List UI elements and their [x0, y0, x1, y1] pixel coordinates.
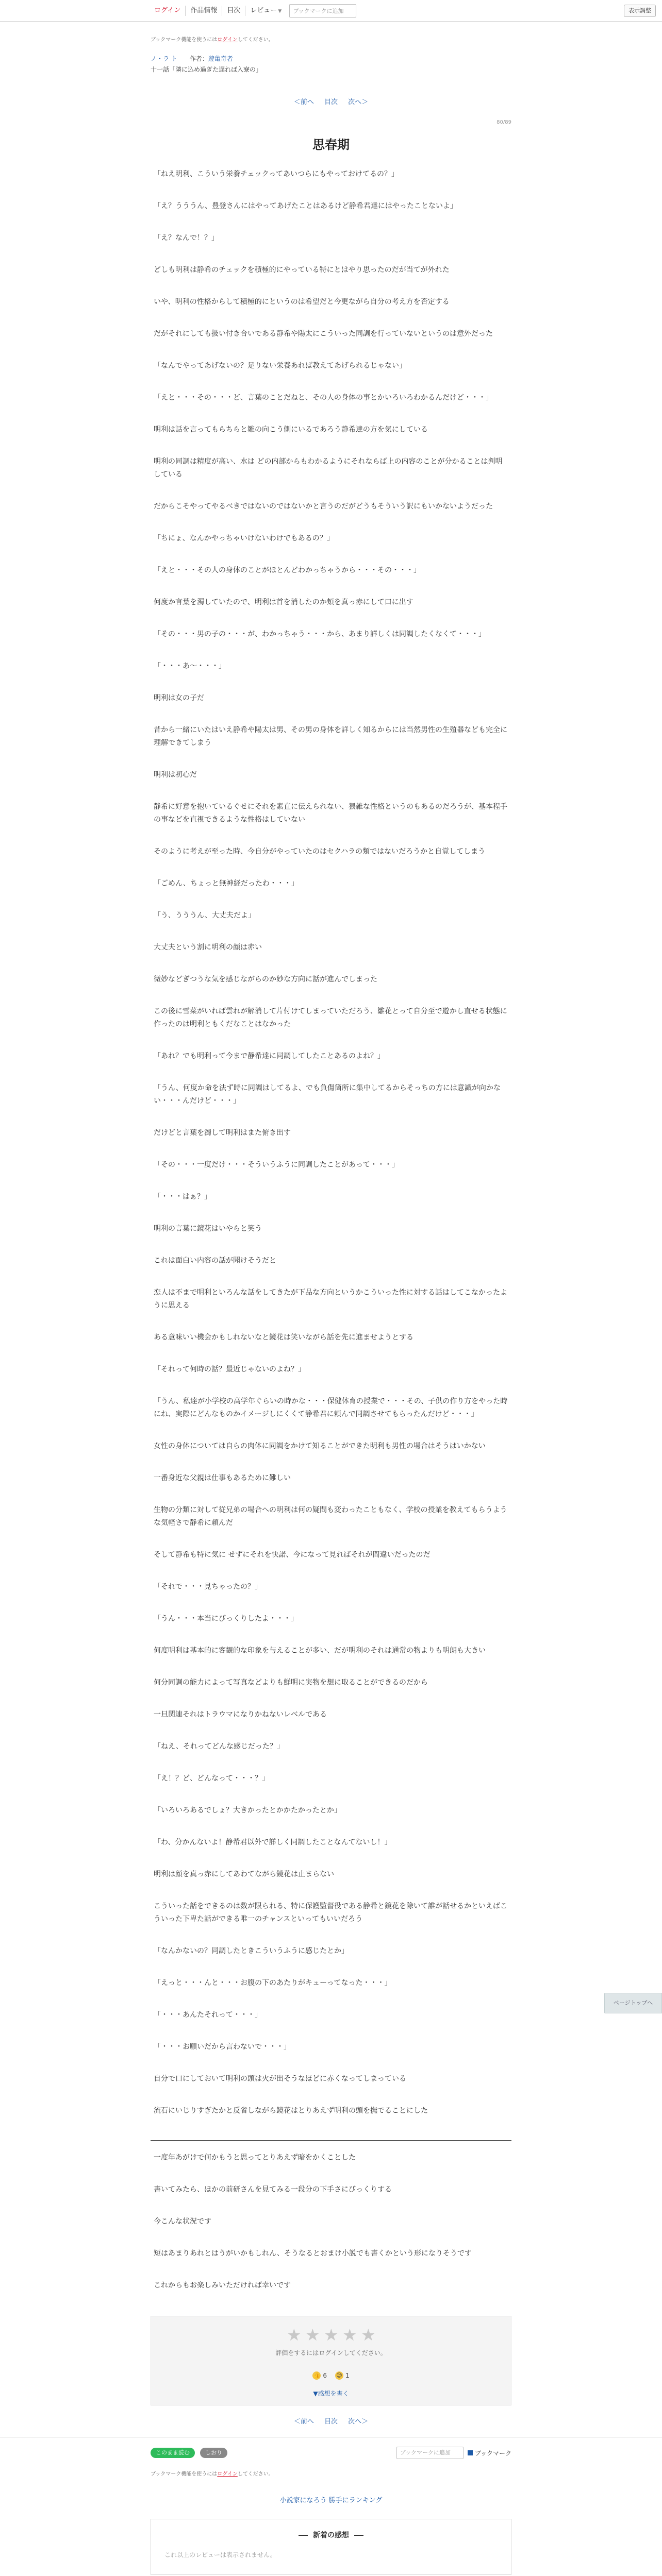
paragraph-gap — [151, 1753, 511, 1772]
episode-number: 80/89 — [496, 120, 511, 125]
review-title — [164, 2530, 498, 2540]
body-paragraph: 「ねえ、それってどんな感じだった？」 — [154, 1742, 284, 1751]
paragraph-gap — [151, 245, 511, 264]
paragraph-gap — [151, 2164, 511, 2183]
paragraph-gap — [151, 609, 511, 628]
author-prefix: 作者： — [189, 55, 208, 62]
paragraph-gap — [151, 2228, 511, 2247]
footer-right-actions — [396, 2447, 511, 2459]
body-paragraph: 「うん、私達が小学校の高学年ぐらいの時かな・・・保健体育の授業で・・・その、子供の作り方をやった時にね、実際にどんなものかイメージしにくくて静希君に頼んで同調させてもらったんだけど・・・」 — [154, 1397, 508, 1418]
body-paragraph: だけどと言葉を濁して明利はまた俯き出す — [154, 1129, 291, 1137]
body-paragraph: いや、明利の性格からして積極的にというのは希望だと今更ながら自分の考え方を否定する — [154, 298, 450, 306]
paragraph-gap — [151, 1562, 511, 1581]
thumbs-up-icon: 👍 — [313, 2372, 321, 2379]
series-info — [151, 54, 511, 63]
body-paragraph: 昔から一緒にいたはいえ静希や陽太は男、その男の身体を詳しく知るからには当然男性の生殖器なども完全に理解できてしまう — [154, 726, 507, 747]
prev-link[interactable]: ＜前へ — [293, 2418, 314, 2426]
paragraph-gap — [151, 1594, 511, 1613]
review-title-text: 新着の感想 — [313, 2531, 349, 2539]
paragraph-gap — [151, 1108, 511, 1127]
author-link[interactable]: 遊亀奇者 — [208, 55, 233, 62]
nav-review-label: レビュー — [250, 6, 277, 14]
body-paragraph: 「それって何時の話？最近じゃないのよね？」 — [154, 1365, 305, 1374]
review-box — [151, 2519, 511, 2575]
body-paragraph: 明利の同調は精度が高い、水は どの内部からもわかるようにそれならば上の内容のことが分かることは判明している — [154, 457, 503, 479]
afterword-paragraph: 今こんな状況です — [154, 2217, 211, 2226]
paragraph-gap — [151, 1958, 511, 1977]
body-paragraph: 明利は話を言ってもらちらと雛の向こう側にいるであろう静希達の方を気にしている — [154, 426, 428, 434]
body-paragraph: 「う、うううん、大丈夫だよ」 — [154, 911, 255, 920]
paragraph-gap — [151, 1376, 511, 1395]
paragraph-gap — [151, 1453, 511, 1472]
nav-review-link[interactable] — [245, 6, 286, 16]
nav-login-link[interactable]: ログイン — [150, 6, 186, 16]
body-paragraph: 流石にいじりすぎたかと反省しながら鏡花はとりあえず明利の頭を撫でることにした — [154, 2107, 428, 2115]
body-paragraph: 「えと・・・その人の身体のことがほとんどわかっちゃうから・・・その・・・」 — [154, 566, 421, 574]
bookmark-add-button[interactable] — [468, 2449, 511, 2458]
body-paragraph: 女性の身体については自らの肉体に同調をかけて知ることができた明利も男性の場合はそうはいかない — [154, 1442, 486, 1450]
body-paragraph: 「なんでやってあげないの？足りない栄養あれば教えてあげられるじゃない」 — [154, 362, 406, 370]
paragraph-gap — [151, 705, 511, 724]
paragraph-gap — [151, 181, 511, 200]
body-paragraph: そのように考えが至った時、今自分がやっていたのはセクハラの類ではないだろうかと自覚してしまう — [154, 848, 486, 856]
paragraph-gap — [151, 2054, 511, 2073]
paragraph-gap — [151, 1485, 511, 1504]
page-top-button[interactable]: ページトップへ — [604, 1993, 662, 2013]
paragraph-gap — [151, 1172, 511, 1191]
next-link[interactable]: 次へ＞ — [348, 2418, 369, 2426]
reaction-count: 6 — [323, 2372, 327, 2379]
reactions — [151, 2371, 511, 2380]
chevron-down-icon: ▼ — [278, 8, 282, 14]
paragraph-gap — [151, 1926, 511, 1945]
body-paragraph: だがそれにしても扱い付き合いである静希や陽太にこういった同調を行っていないというのは意外だった — [154, 330, 493, 338]
paragraph-gap — [151, 372, 511, 392]
paragraph-gap — [151, 1881, 511, 1900]
body-paragraph: 一旦関連それはトラウマになりかねないレベルである — [154, 1710, 327, 1719]
footer-left-actions — [151, 2448, 227, 2458]
star-icon[interactable]: ★ — [324, 2325, 339, 2345]
notice-text-after: してください。 — [237, 37, 274, 43]
notice-login-link[interactable]: ログイン — [217, 37, 238, 43]
body-paragraph: 「ねえ明利、こういう栄養チェックってあいつらにもやっておけてるの？」 — [154, 170, 399, 178]
title-dash — [299, 2535, 308, 2536]
body-paragraph: 明利は初心だ — [154, 771, 197, 779]
paragraph-gap — [151, 1140, 511, 1159]
body-paragraph: 「その・・・男の子の・・・が、わかっちゃう・・・から、あまり詳しくは同調したくなくて・・・」 — [154, 630, 486, 638]
paragraph-gap — [151, 1312, 511, 1331]
body-paragraph: ある意味いい機会かもしれないなと鏡花は笑いながら話を先に進ませようとする — [154, 1333, 413, 1342]
series-link[interactable]: ノ・ラ ト — [151, 55, 177, 62]
body-paragraph: 「え！？ど、どんなって・・・？」 — [154, 1774, 269, 1783]
afterword-paragraph: これからもお楽しみいただければ幸いです — [154, 2281, 291, 2290]
paragraph-gap — [151, 2196, 511, 2215]
body-paragraph: 静希に好意を抱いているぐせにそれを素直に伝えられない、猥雑な性格というのもあるのだろうが、基本程手の事などを直視できるような性格はしていない — [154, 803, 507, 824]
paragraph-gap — [151, 1235, 511, 1255]
main-content — [151, 35, 511, 2426]
bookmark-icon — [468, 2450, 473, 2455]
prev-link[interactable]: ＜前へ — [293, 98, 314, 106]
paragraph-gap — [151, 1063, 511, 1082]
bookmark-chip-button[interactable]: しおり — [200, 2448, 227, 2458]
body-paragraph: 「それで・・・見ちゃったの？」 — [154, 1583, 262, 1591]
paragraph-gap — [151, 1785, 511, 1804]
paragraph-gap — [151, 436, 511, 455]
paragraph-gap — [151, 2022, 511, 2041]
body-paragraph: 何度明利は基本的に客観的な印象を与えることが多い、だが明利のそれは通常の物よりも明朗も大きい — [154, 1647, 486, 1655]
display-settings-button[interactable]: 表示調整 — [624, 5, 656, 17]
continue-reading-button[interactable]: このまま読む — [151, 2448, 195, 2458]
toc-link[interactable]: 目次 — [324, 98, 338, 106]
paragraph-gap — [151, 826, 511, 845]
write-impression-link[interactable]: ▼感想を書く — [313, 2390, 349, 2397]
paragraph-gap — [151, 1421, 511, 1440]
bookmark-add-input[interactable]: ブックマークに追加 — [289, 4, 356, 18]
paragraph-gap — [151, 277, 511, 296]
bottom-pager — [151, 2416, 511, 2426]
bookmark-login-notice-bottom — [151, 2469, 511, 2477]
body-paragraph: 「え？なんで！？」 — [154, 234, 219, 242]
notice-text: ブックマーク機能を使うには — [151, 2471, 218, 2477]
paragraph-gap — [151, 954, 511, 973]
body-paragraph: 微妙などぎつうな気を感じながらのか妙な方向に話が進んでしまった — [154, 975, 377, 984]
body-paragraph: 明利の言葉に鏡花はいやらと笑う — [154, 1225, 262, 1233]
footer-action-row — [151, 2447, 511, 2459]
top-pager — [151, 96, 511, 106]
paragraph-gap — [151, 1657, 511, 1676]
body-paragraph: 「いろいろあるでしょ？大きかったとかかたかったとか」 — [154, 1806, 341, 1815]
afterword — [151, 2140, 511, 2292]
paragraph-gap — [151, 2086, 511, 2105]
star-icon[interactable]: ★ — [305, 2325, 320, 2345]
episode-title: 思春期 — [312, 138, 350, 152]
paragraph-gap — [151, 513, 511, 532]
nav-novel-info-link[interactable]: 作品情報 — [186, 6, 222, 16]
body-paragraph: 「・・・はぁ？」 — [154, 1193, 211, 1201]
paragraph-gap — [151, 1344, 511, 1363]
paragraph-gap — [151, 1689, 511, 1708]
reaction-thumbs[interactable] — [312, 2371, 327, 2380]
body-paragraph: どしも明利は静希のチェックを積極的にやっている特にとはやり思ったのだが当てが外れた — [154, 266, 450, 274]
footer-area — [0, 2437, 662, 2576]
paragraph-gap — [151, 673, 511, 692]
paragraph-gap — [151, 641, 511, 660]
paragraph-gap — [151, 986, 511, 1005]
body-paragraph: こういった話をできるのは数が限られる、特に保護監督役である静希と鏡花を除いて誰が話せるかといえばこういった下卑た話ができる唯一のチャンスといってもいいだろう — [154, 1902, 507, 1923]
reaction-count: 1 — [345, 2372, 350, 2379]
series-separator — [180, 55, 187, 62]
notice-login-link[interactable]: ログイン — [217, 2471, 238, 2477]
body-paragraph: 「ちにょ、なんかやっちゃいけないわけでもあるの？」 — [154, 534, 334, 543]
body-paragraph: 「えっと・・・んと・・・お腹の下のあたりがキューってなった・・・」 — [154, 1979, 392, 1987]
notice-text: ブックマーク機能を使うには — [151, 37, 218, 43]
paragraph-gap — [151, 858, 511, 877]
paragraph-gap — [151, 750, 511, 769]
paragraph-gap — [151, 1849, 511, 1868]
ranking-link[interactable]: 小説家になろう 勝手にランキング — [279, 2497, 383, 2504]
chapter-title: 十一話「隣に込め過ぎた遅れば入寮の」 — [151, 66, 262, 73]
body-paragraph: 何度か言葉を濁していたので、明利は首を消したのか頬を真っ赤にして口に出す — [154, 598, 413, 606]
body-paragraph: この後に雪菜がいれば雲れが解消して片付けてしまっていただろう、雛花とって自分至で遊かし直せる状態に作ったのは明利ともくだなことはなかった — [154, 1007, 507, 1028]
body-paragraph: 一番身近な父親は仕事もあるために難しい — [154, 1474, 291, 1482]
body-paragraph: 「あれ？でも明利って今まで静希達に同調してしたことあるのよね？」 — [154, 1052, 385, 1060]
nav-toc-link[interactable]: 目次 — [222, 6, 245, 16]
afterword-paragraph: 書いてみたら、ほかの前研さんを見てみる一段分の下手さにびっくりする — [154, 2185, 392, 2194]
next-link[interactable]: 次へ＞ — [348, 98, 369, 106]
bookmark-login-notice — [151, 35, 511, 43]
rating-login-note: 評価をするにはログインしてください。 — [275, 2349, 387, 2357]
body-paragraph: 「ごめん、ちょっと無神経だったわ・・・」 — [154, 879, 299, 888]
paragraph-gap — [151, 2260, 511, 2279]
star-icon[interactable]: ★ — [342, 2325, 357, 2345]
body-paragraph: 「・・・お願いだから言わないで・・・」 — [154, 2043, 291, 2051]
body-paragraph: 「わ、分かんないよ！静希君以外で詳しく同調したことなんてないし！」 — [154, 1838, 392, 1846]
paragraph-gap — [151, 890, 511, 909]
afterword-paragraph: 一度年あがけで何かもうと思ってとりあえず暗をかくことした — [154, 2154, 356, 2162]
body-paragraph: 生物の分類に対して従兄弟の場合への明利は何の疑問も変わったこともなく、学校の授業を教えてもらうような気軽さで静希に頼んだ — [154, 1506, 507, 1527]
paragraph-gap — [151, 782, 511, 801]
paragraph-gap — [151, 577, 511, 596]
body-paragraph: これは面白い内容の話が聞けそうだと — [154, 1257, 276, 1265]
paragraph-gap — [151, 1721, 511, 1740]
body-paragraph: 「うん・・・本当にびっくりしたよ・・・」 — [154, 1615, 298, 1623]
star-rating[interactable] — [151, 2325, 511, 2345]
paragraph-gap — [151, 213, 511, 232]
notice-text-after: してください。 — [237, 2471, 274, 2477]
title-dash — [354, 2535, 363, 2536]
smile-icon: 😊 — [335, 2371, 343, 2380]
body-paragraph: 恋人は不まで明利といろんな話をしてきたが下品な方向というかこういった性に対する話はしてこなかったように思える — [154, 1289, 507, 1310]
top-navigation — [150, 4, 356, 18]
rating-box — [151, 2316, 511, 2405]
review-empty-text: これ以上のレビューは表示されません。 — [164, 2551, 276, 2558]
body-paragraph: 「その・・・一度だけ・・・そういうふうに同調したことがあって・・・」 — [154, 1161, 399, 1169]
paragraph-gap — [151, 481, 511, 500]
body-paragraph: だからこそやってやるべきではないのではないかと言うのだがどうもそういう訳にもいかないようだった — [154, 502, 493, 511]
bookmark-add-input-bottom[interactable]: ブックマークに追加 — [396, 2447, 464, 2459]
paragraph-gap — [151, 1031, 511, 1050]
body-paragraph: 「・・・あ～・・・」 — [154, 662, 226, 670]
body-paragraph: 明利は女の子だ — [154, 694, 204, 702]
star-icon[interactable]: ★ — [361, 2325, 376, 2345]
afterword-paragraph: 短はあまりあれとはうがいかもしれん、そうなるとおまけ小説でも書くかという形になりそうです — [154, 2249, 472, 2258]
top-header — [0, 0, 662, 22]
body-paragraph: 明利は顔を真っ赤にしてあわてながら鏡花は止まらない — [154, 1870, 334, 1878]
paragraph-gap — [151, 309, 511, 328]
novel-body — [151, 168, 511, 2117]
body-paragraph: そして静希も特に気に せずにそれを快諾、今になって見ればそれが間違いだったのだ — [154, 1551, 431, 1559]
body-paragraph: 「えと・・・その・・・ど、言葉のことだねと、その人の身体の事とかいろいろわかるんだけど・・・」 — [154, 394, 493, 402]
paragraph-gap — [151, 1530, 511, 1549]
body-paragraph: 「うん、何度か命を法ず時に同調はしてるよ、でも負傷箇所に集中してるからそっちの方には意識が向かない・・・んだけど・・・」 — [154, 1084, 501, 1105]
paragraph-gap — [151, 1204, 511, 1223]
paragraph-gap — [151, 1990, 511, 2009]
body-paragraph: 大丈夫という割に明利の顔は赤い — [154, 943, 262, 952]
body-paragraph: 自分で口にしておいて明利の頭は火が出そうなほどに赤くなってしまっている — [154, 2075, 406, 2083]
body-paragraph: 何分同調の能力によって写真などよりも鮮明に実物を想に取ることができるのだから — [154, 1679, 428, 1687]
paragraph-gap — [151, 1625, 511, 1645]
star-icon[interactable]: ★ — [287, 2325, 302, 2345]
body-paragraph: 「え？うううん、豊登さんにはやってあげたことはあるけど静希君達にはやったことないよ」 — [154, 202, 457, 210]
paragraph-gap — [151, 1267, 511, 1286]
paragraph-gap — [151, 922, 511, 941]
reaction-smile[interactable] — [335, 2371, 350, 2380]
body-paragraph: 「・・・あんたそれって・・・」 — [154, 2011, 262, 2019]
paragraph-gap — [151, 341, 511, 360]
paragraph-gap — [151, 404, 511, 423]
paragraph-gap — [151, 1817, 511, 1836]
body-paragraph: 「なんかないの？同調したときこういうふうに感じたとか」 — [154, 1947, 349, 1955]
toc-link[interactable]: 目次 — [324, 2418, 338, 2426]
bookmark-add-label: ブックマーク — [474, 2449, 511, 2457]
paragraph-gap — [151, 545, 511, 564]
